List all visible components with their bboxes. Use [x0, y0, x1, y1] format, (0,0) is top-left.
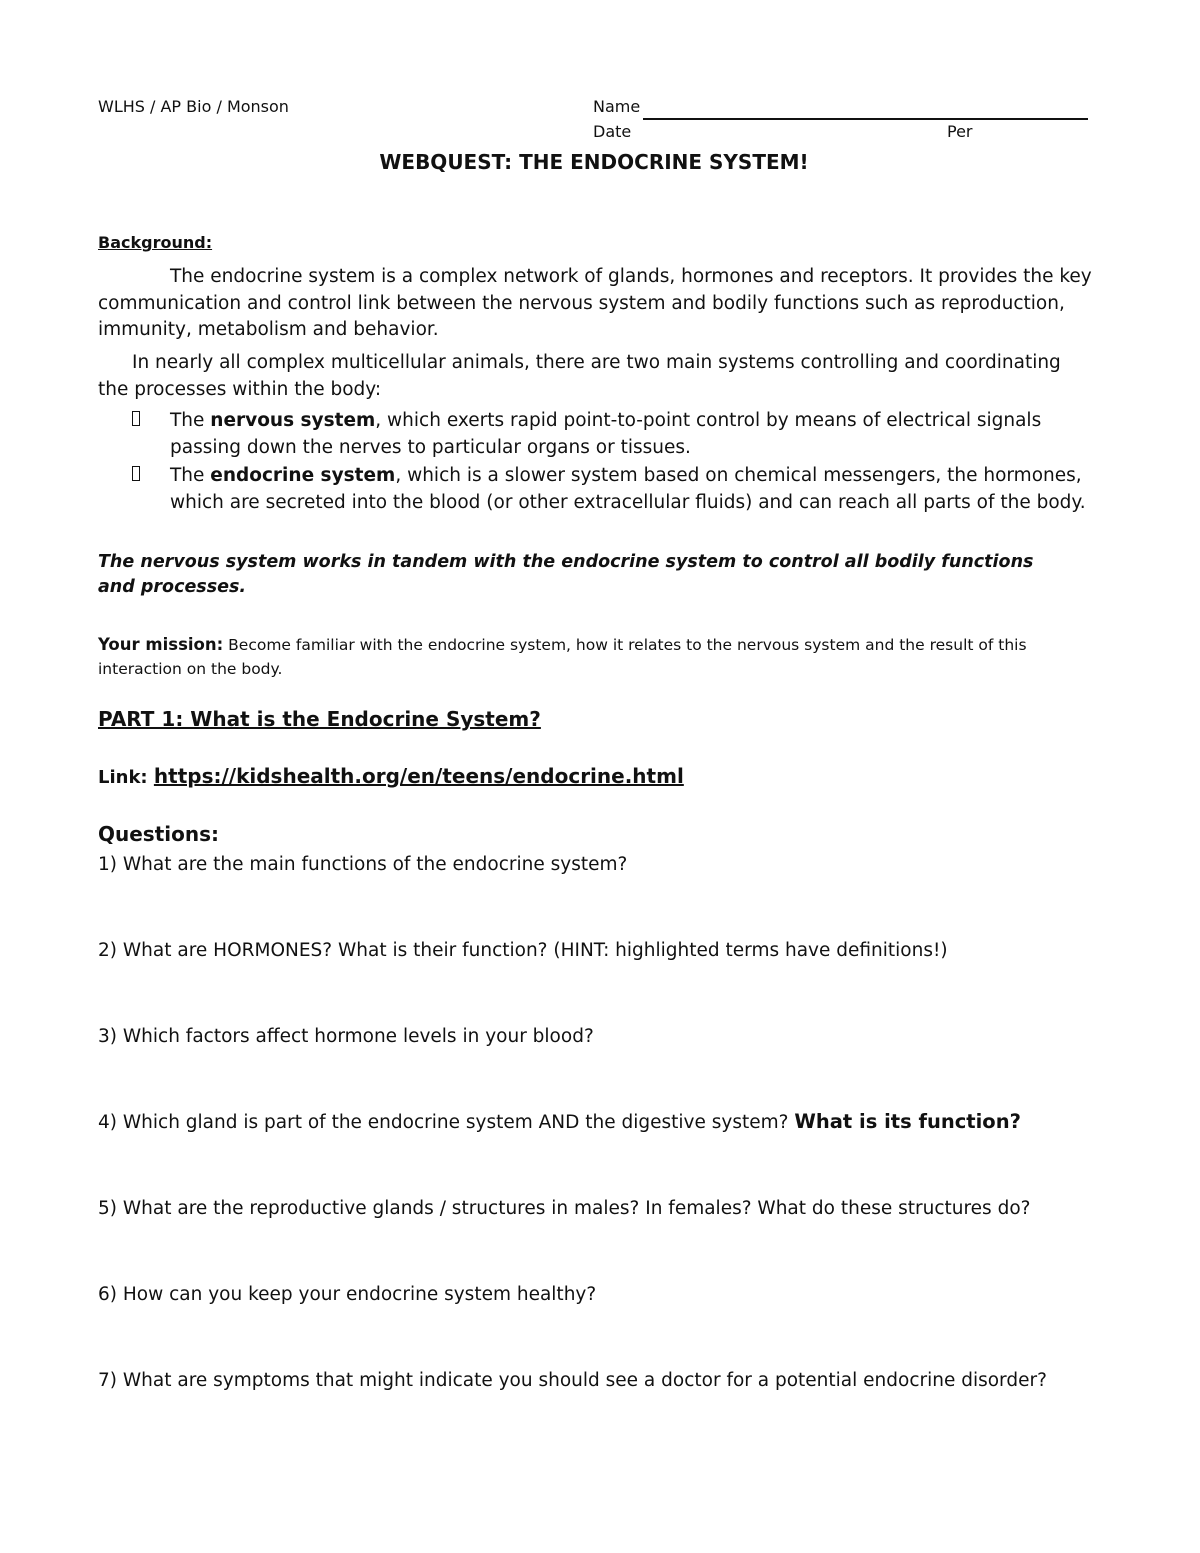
tandem-note: The nervous system works in tandem with the endocrine system to control all bodily functions and processes.: [98, 552, 1034, 597]
question-5: [98, 1196, 1098, 1219]
question-text: 1) What are the main functions of the endocrine system?: [98, 854, 628, 875]
bullet-post: , which is a slower system based on chemical messengers, the hormones, which are secreted into the blood (or other extracellular fluids) and can reach all parts of the body.: [170, 465, 1086, 513]
question-6: [98, 1282, 1098, 1305]
question-text: 7) What are symptoms that might indicate you should see a doctor for a potential endocrine disorder?: [98, 1370, 1047, 1391]
bullet-term: endocrine system: [210, 465, 396, 486]
date-label: Date: [593, 122, 632, 141]
bullet-post: , which exerts rapid point-to-point control by means of electrical signals passing down the nerves to particular organs or tissues.: [170, 410, 1042, 458]
question-2: [98, 938, 1098, 961]
background-paragraph-2: In nearly all complex multicellular animals, there are two main systems controlling and coordinating the processes within the body:: [98, 352, 1061, 400]
bullet-glyph-icon: [132, 411, 140, 426]
link-label: Link:: [98, 767, 154, 788]
question-text: 3) Which factors affect hormone levels in your blood?: [98, 1026, 594, 1047]
questions-heading: Questions:: [98, 822, 220, 846]
question-7: [98, 1368, 1098, 1391]
question-bold: What is its function?: [794, 1110, 1021, 1133]
question-3: [98, 1024, 1098, 1047]
link-row: [98, 764, 684, 788]
period-label: Per: [947, 122, 973, 141]
question-text: 6) How can you keep your endocrine system healthy?: [98, 1284, 597, 1305]
bullet-term: nervous system: [210, 410, 376, 431]
question-text: 2) What are HORMONES? What is their function? (HINT: highlighted terms have definitions!): [98, 940, 948, 961]
part1-heading: PART 1: What is the Endocrine System?: [98, 707, 541, 731]
background-paragraph-1: The endocrine system is a complex network of glands, hormones and receptors. It provides the key communication and control link between the nervous system and bodily functions such as reproduction, immunity, metabolism and behavior.: [98, 266, 1092, 340]
question-text: 5) What are the reproductive glands / structures in males? In females? What do these structures do?: [98, 1198, 1031, 1219]
name-label: Name: [593, 97, 641, 116]
bullet-endocrine-system: [98, 463, 1093, 516]
bullet-pre: The: [170, 465, 211, 486]
question-1: [98, 852, 1098, 875]
question-4: [98, 1110, 1098, 1133]
mission-statement: [98, 633, 1098, 681]
bullet-pre: The: [170, 410, 211, 431]
bullet-glyph-icon: [132, 466, 140, 481]
course-header: WLHS / AP Bio / Monson: [98, 97, 289, 116]
background-heading: Background:: [98, 233, 213, 252]
kidshealth-link[interactable]: https://kidshealth.org/en/teens/endocrine.html: [153, 764, 684, 788]
bullet-nervous-system: [98, 408, 1093, 461]
mission-label: Your mission:: [98, 635, 224, 654]
page-title: WEBQUEST: THE ENDOCRINE SYSTEM!: [379, 150, 809, 174]
question-text: 4) Which gland is part of the endocrine system AND the digestive system?: [98, 1112, 795, 1133]
mission-text: Become familiar with the endocrine system, how it relates to the nervous system and the result of this interaction on the body.: [98, 636, 1027, 678]
name-line: [643, 118, 1088, 120]
